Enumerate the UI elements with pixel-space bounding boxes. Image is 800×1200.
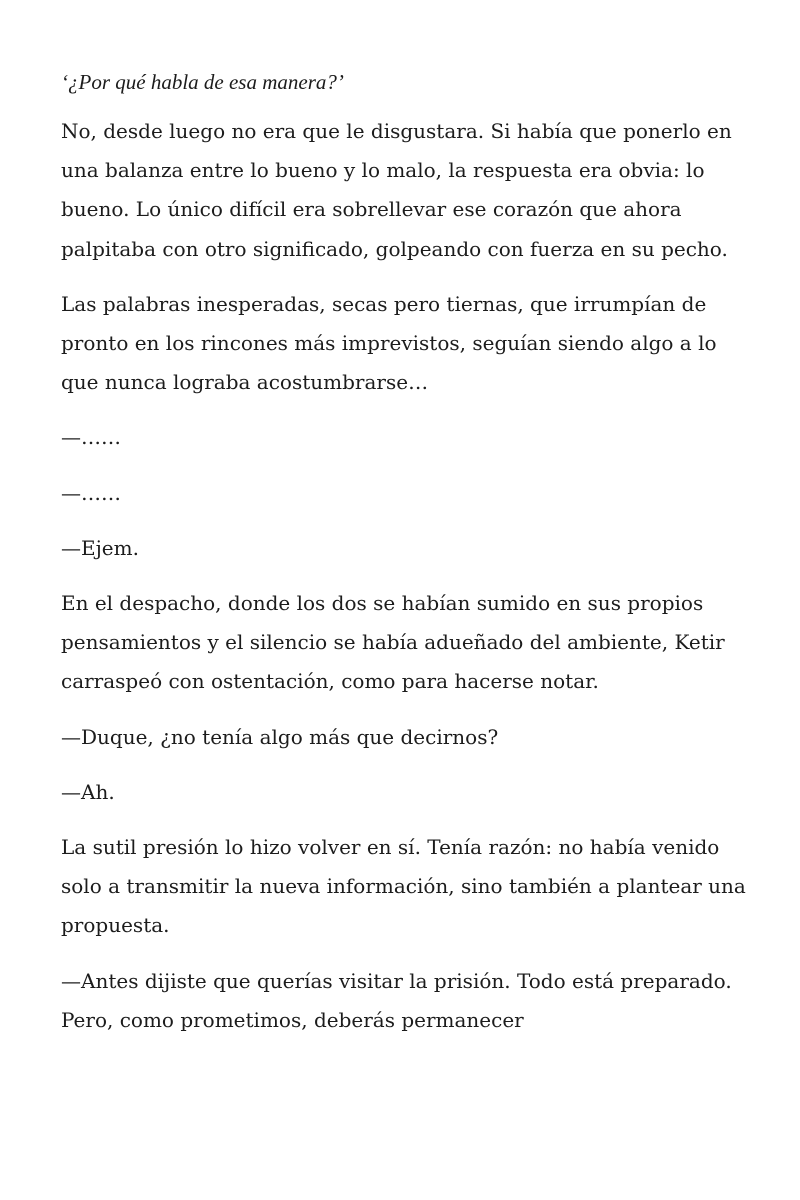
paragraph-1: No, desde luego no era que le disgustara. Si había que ponerlo en una balanza entre lo bueno y lo malo, la respuesta era obvia: lo bueno. Lo único difícil era sobrellevar ese corazón que ahora palpitaba con otro significado, golpeando con fuerza en su pecho. [61, 119, 732, 261]
inner-thought-quote: ‘¿Por qué habla de esa manera?’ [61, 70, 344, 94]
document-page [61, 66, 751, 1056]
paragraph-2: Las palabras inesperadas, secas pero tiernas, que irrumpían de pronto en los rincones más imprevistos, seguían siendo algo a lo que nunca lograba acostumbrarse… [61, 291, 717, 395]
dialogue-line-1: —…… [61, 425, 121, 450]
dialogue-line-6: —Antes dijiste que querías visitar la prisión. Todo está preparado. Pero, como prometimos, deberás permanecer [61, 968, 732, 1032]
paragraph-4: La sutil presión lo hizo volver en sí. Tenía razón: no había venido solo a transmitir la nueva información, sino también a plantear una propuesta. [61, 835, 746, 938]
dialogue-line-4: —Duque, ¿no tenía algo más que decirnos? [61, 724, 499, 749]
dialogue-line-3: —Ejem. [61, 535, 139, 560]
dialogue-line-2: —…… [61, 480, 121, 505]
paragraph-3: En el despacho, donde los dos se habían sumido en sus propios pensamientos y el silencio se había adueñado del ambiente, Ketir carraspeó con ostentación, como para hacerse notar. [61, 591, 725, 694]
dialogue-line-5: —Ah. [61, 779, 115, 804]
